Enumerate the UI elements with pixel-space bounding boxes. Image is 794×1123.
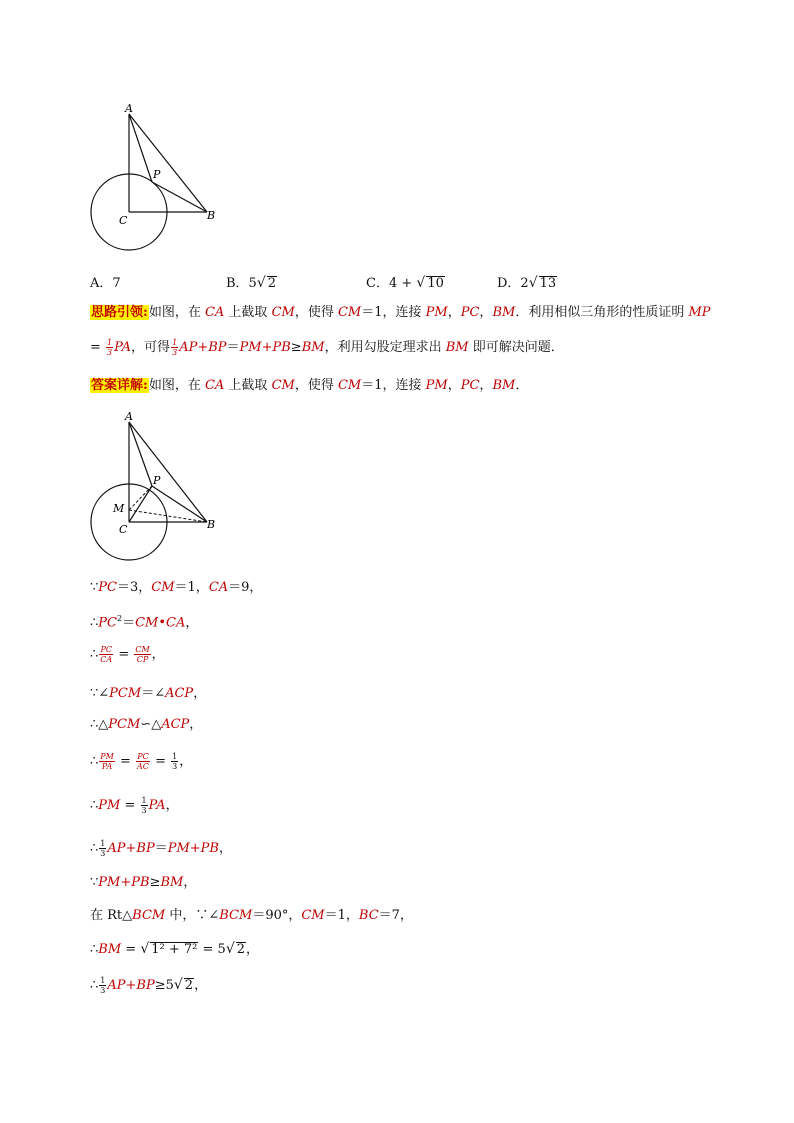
choice-c: C．4 + √ 10 <box>366 275 444 291</box>
step-2: $\therefore PC^2=CM•CA$， <box>90 614 199 631</box>
step-5: ∴△PCM∽△ACP， <box>90 717 203 732</box>
label-c: C <box>119 214 128 227</box>
label-p: P <box>153 474 161 487</box>
label-p: P <box>153 168 161 181</box>
figure-1 <box>80 100 240 260</box>
segment-pc <box>129 486 152 522</box>
choice-a: A．7 <box>90 276 121 291</box>
segment-ap <box>129 422 152 486</box>
answer-line: 答案详解:如图，在 CA 上截取 CM，使得 CM＝1，连接 PM，PC，BM． <box>91 378 529 393</box>
step-9: ∵PM+PB≥BM， <box>90 875 197 890</box>
segment-pb <box>152 486 207 522</box>
step-3: ∴ $\frac{PC}{CA}$ = $\frac{CM}{CP}$ ， <box>90 645 165 664</box>
step-10: 在 Rt△BCM 中，∵∠BCM＝90°，CM＝1，BC＝7， <box>90 908 413 923</box>
step-11: ∴BM = √ 1² + 7² = 5√ 2， <box>90 941 260 957</box>
segment-mb-dashed <box>129 510 207 522</box>
step-1: ∵PC＝3，CM＝1，CA＝9， <box>90 580 263 595</box>
label-b: B <box>207 518 216 531</box>
label-a: A <box>125 102 133 115</box>
segment-ab <box>129 114 207 212</box>
segment-ab <box>129 422 207 522</box>
hint-line-2: = $\frac{1}{3}$ PA，可得 $\frac{1}{3}$ AP+BP＝PM+PB≥BM，利用勾股定理求出 BM 即可解决问题． <box>90 338 564 357</box>
step-4: ∵∠PCM＝∠ACP， <box>90 686 207 701</box>
step-12: ∴ $\frac{1}{3}$ AP+BP≥5√ 2， <box>90 976 208 995</box>
step-7: ∴PM = $\frac{1}{3}$ PA， <box>90 796 179 815</box>
choice-b: B．5√ 2 <box>226 275 277 291</box>
step-6: ∴ $\frac{PM}{PA}$ = $\frac{PC}{AC}$ = $\frac{1}{3}$ ， <box>90 752 193 771</box>
label-m: M <box>113 502 125 515</box>
label-b: B <box>207 209 216 222</box>
label-a: A <box>125 410 133 423</box>
hint-line-1: 思路引领:如图，在 CA 上截取 CM，使得 CM＝1，连接 PM，PC，BM．利用相似三角形的性质证明 MP <box>91 305 711 320</box>
segment-ap <box>129 114 152 182</box>
label-c: C <box>119 523 128 536</box>
choice-d: D．2√ 13 <box>497 275 557 291</box>
step-8: ∴ $\frac{1}{3}$ AP+BP＝PM+PB， <box>90 839 232 858</box>
figure-2 <box>80 408 240 568</box>
segment-pb <box>152 182 207 212</box>
